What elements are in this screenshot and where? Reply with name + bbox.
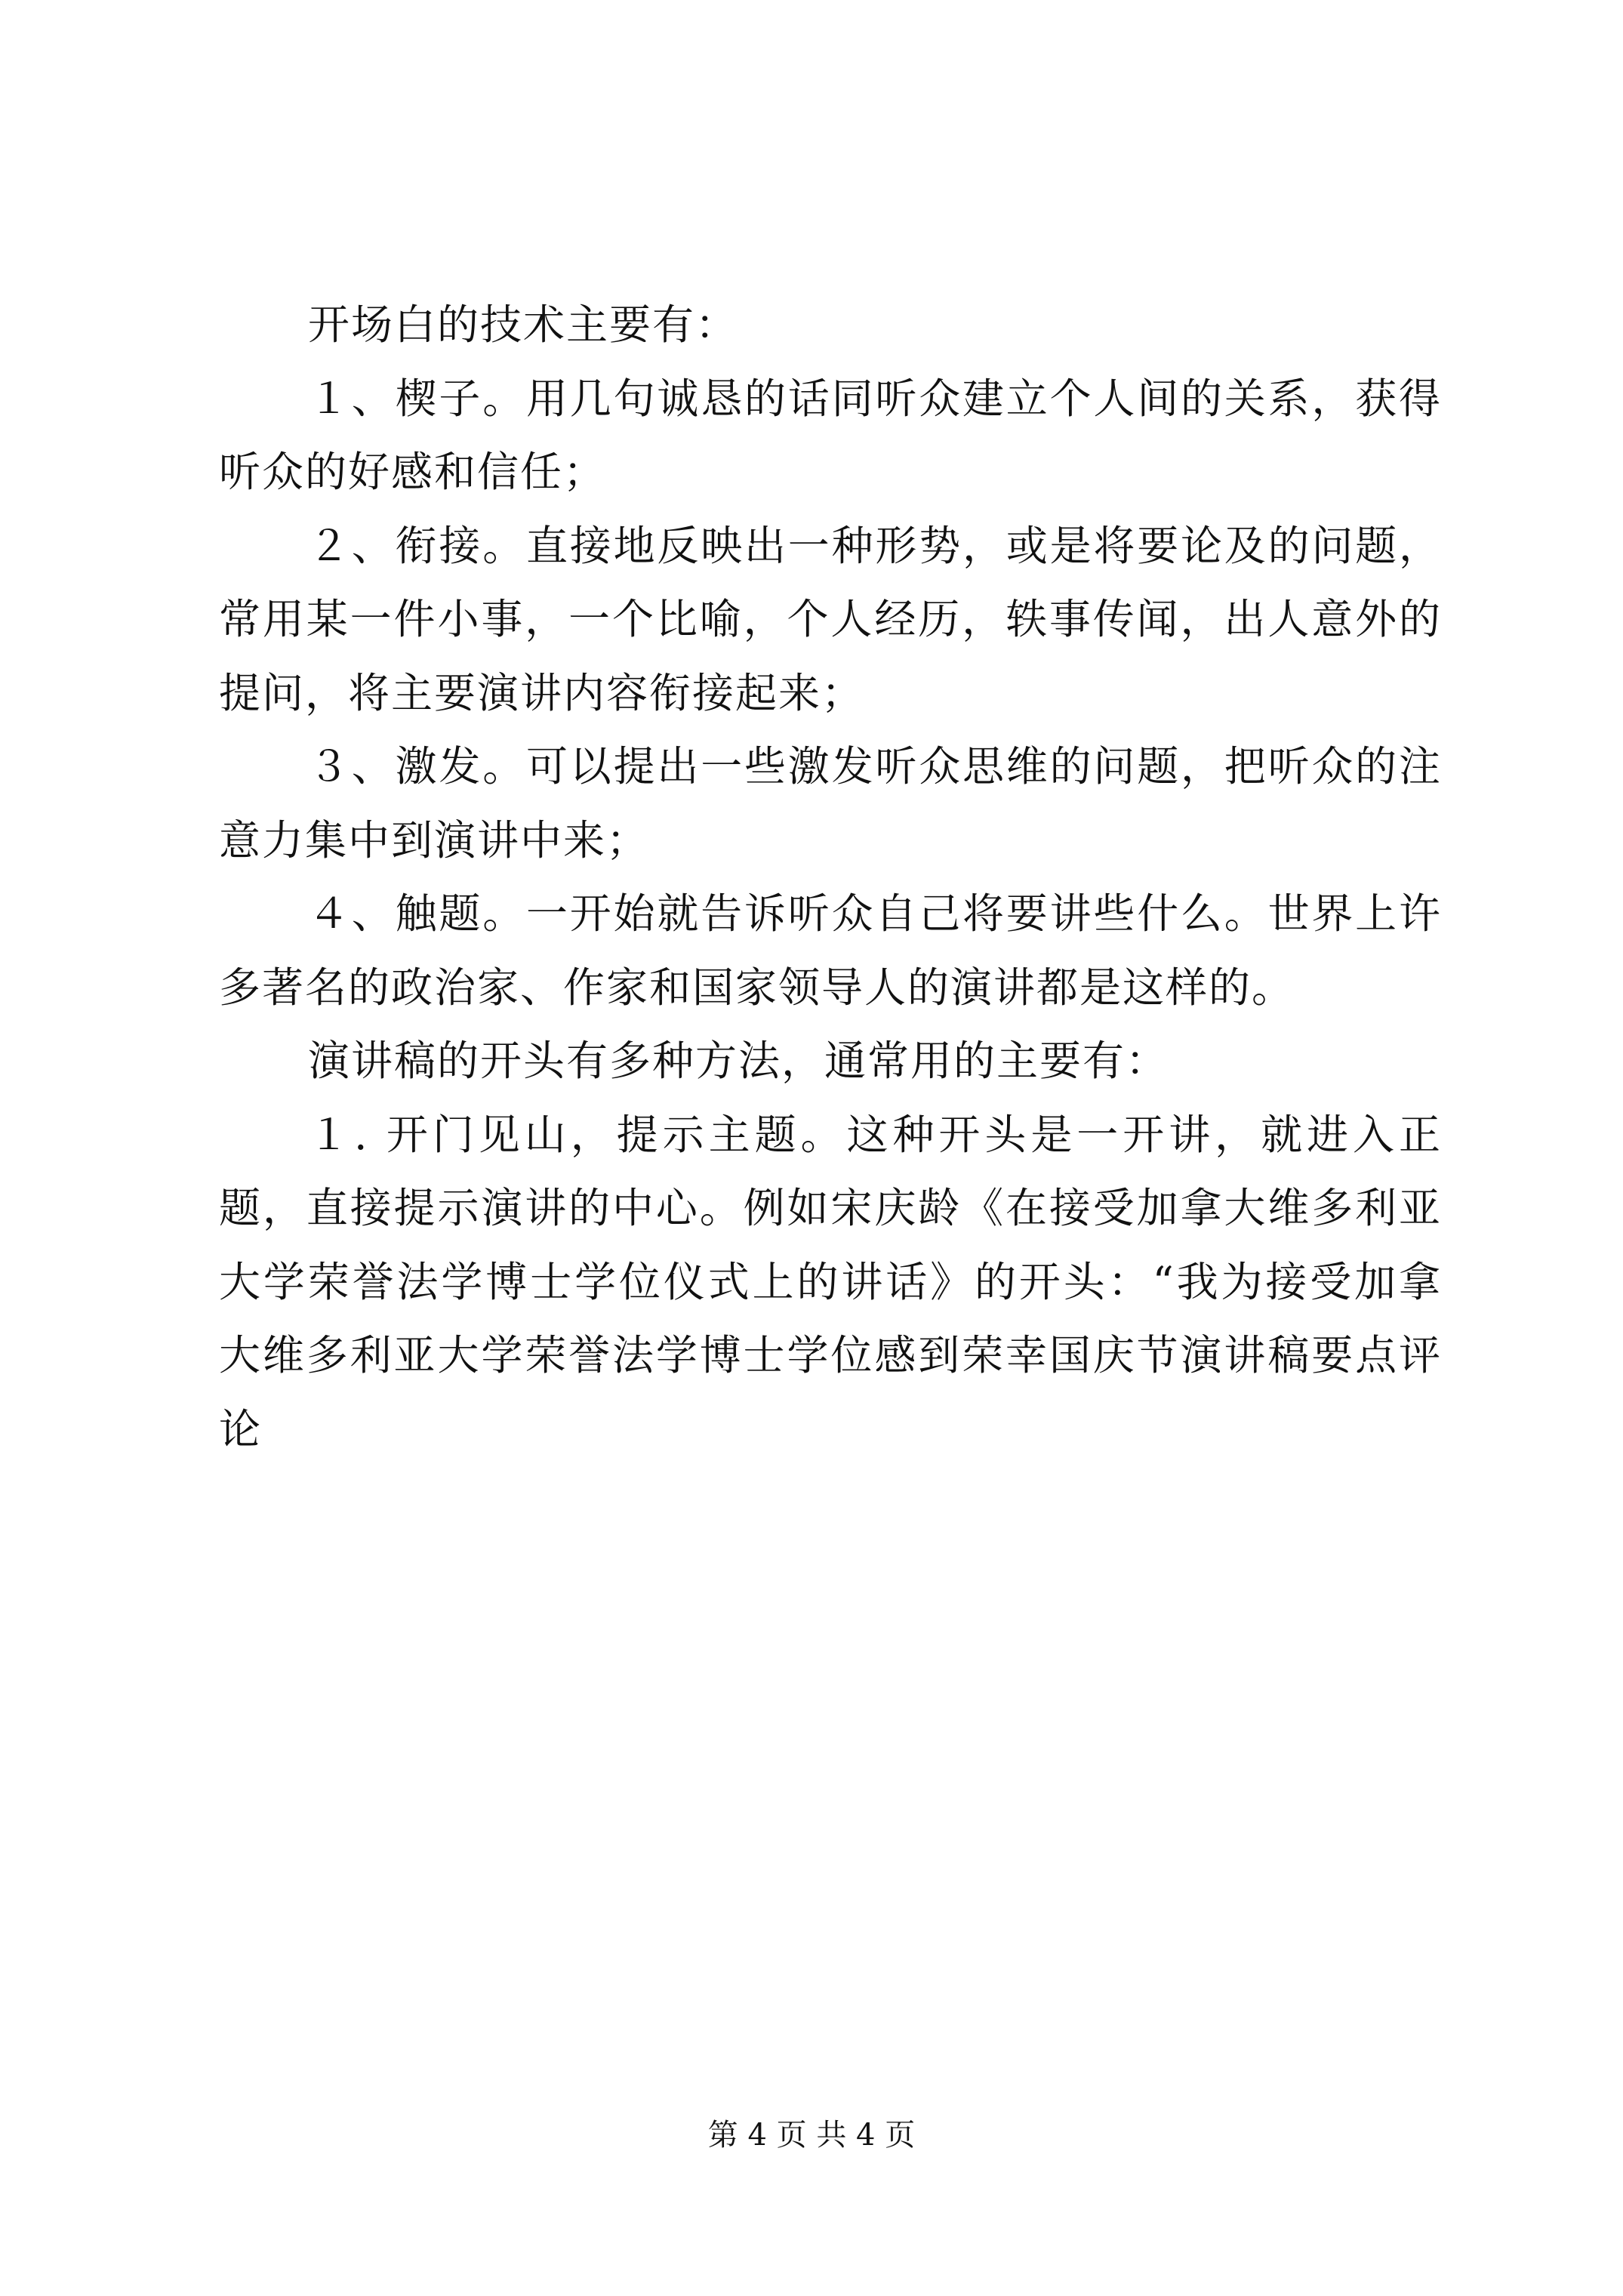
paragraph-item-4: ４、触题。一开始就告诉听众自己将要讲些什么。世界上许多著名的政治家、作家和国家领导人的演讲都是这样的。 [219,889,1442,1012]
body-text [219,288,1442,1466]
paragraph-intro: 开场白的技术主要有： [308,300,739,349]
paragraph-item-2: ２、衔接。直接地反映出一种形势，或是将要论及的问题，常用某一件小事，一个比喻，个人经历，轶事传闻，出人意外的提问，将主要演讲内容衔接起来； [219,521,1442,717]
paragraph-method-1: １. 开门见山，提示主题。这种开头是一开讲，就进入正题，直接提示演讲的中心。例如宋庆龄《在接受加拿大维多利亚大学荣誉法学博士学位仪式上的讲话》的开头：“我为接受加拿大维多利亚大学荣誉法学博士学位感到荣幸国庆节演讲稿要点评论 [219,1110,1442,1453]
paragraph-methods-intro: 演讲稿的开头有多种方法，通常用的主要有： [308,1037,1169,1085]
page-footer: 第 4 页 共 4 页 [707,2118,916,2153]
paragraph-item-1: １、楔子。用几句诚恳的话同听众建立个人间的关系，获得听众的好感和信任； [219,374,1442,496]
paragraph-item-3: ３、激发。可以提出一些激发听众思维的问题，把听众的注意力集中到演讲中来； [219,742,1442,864]
